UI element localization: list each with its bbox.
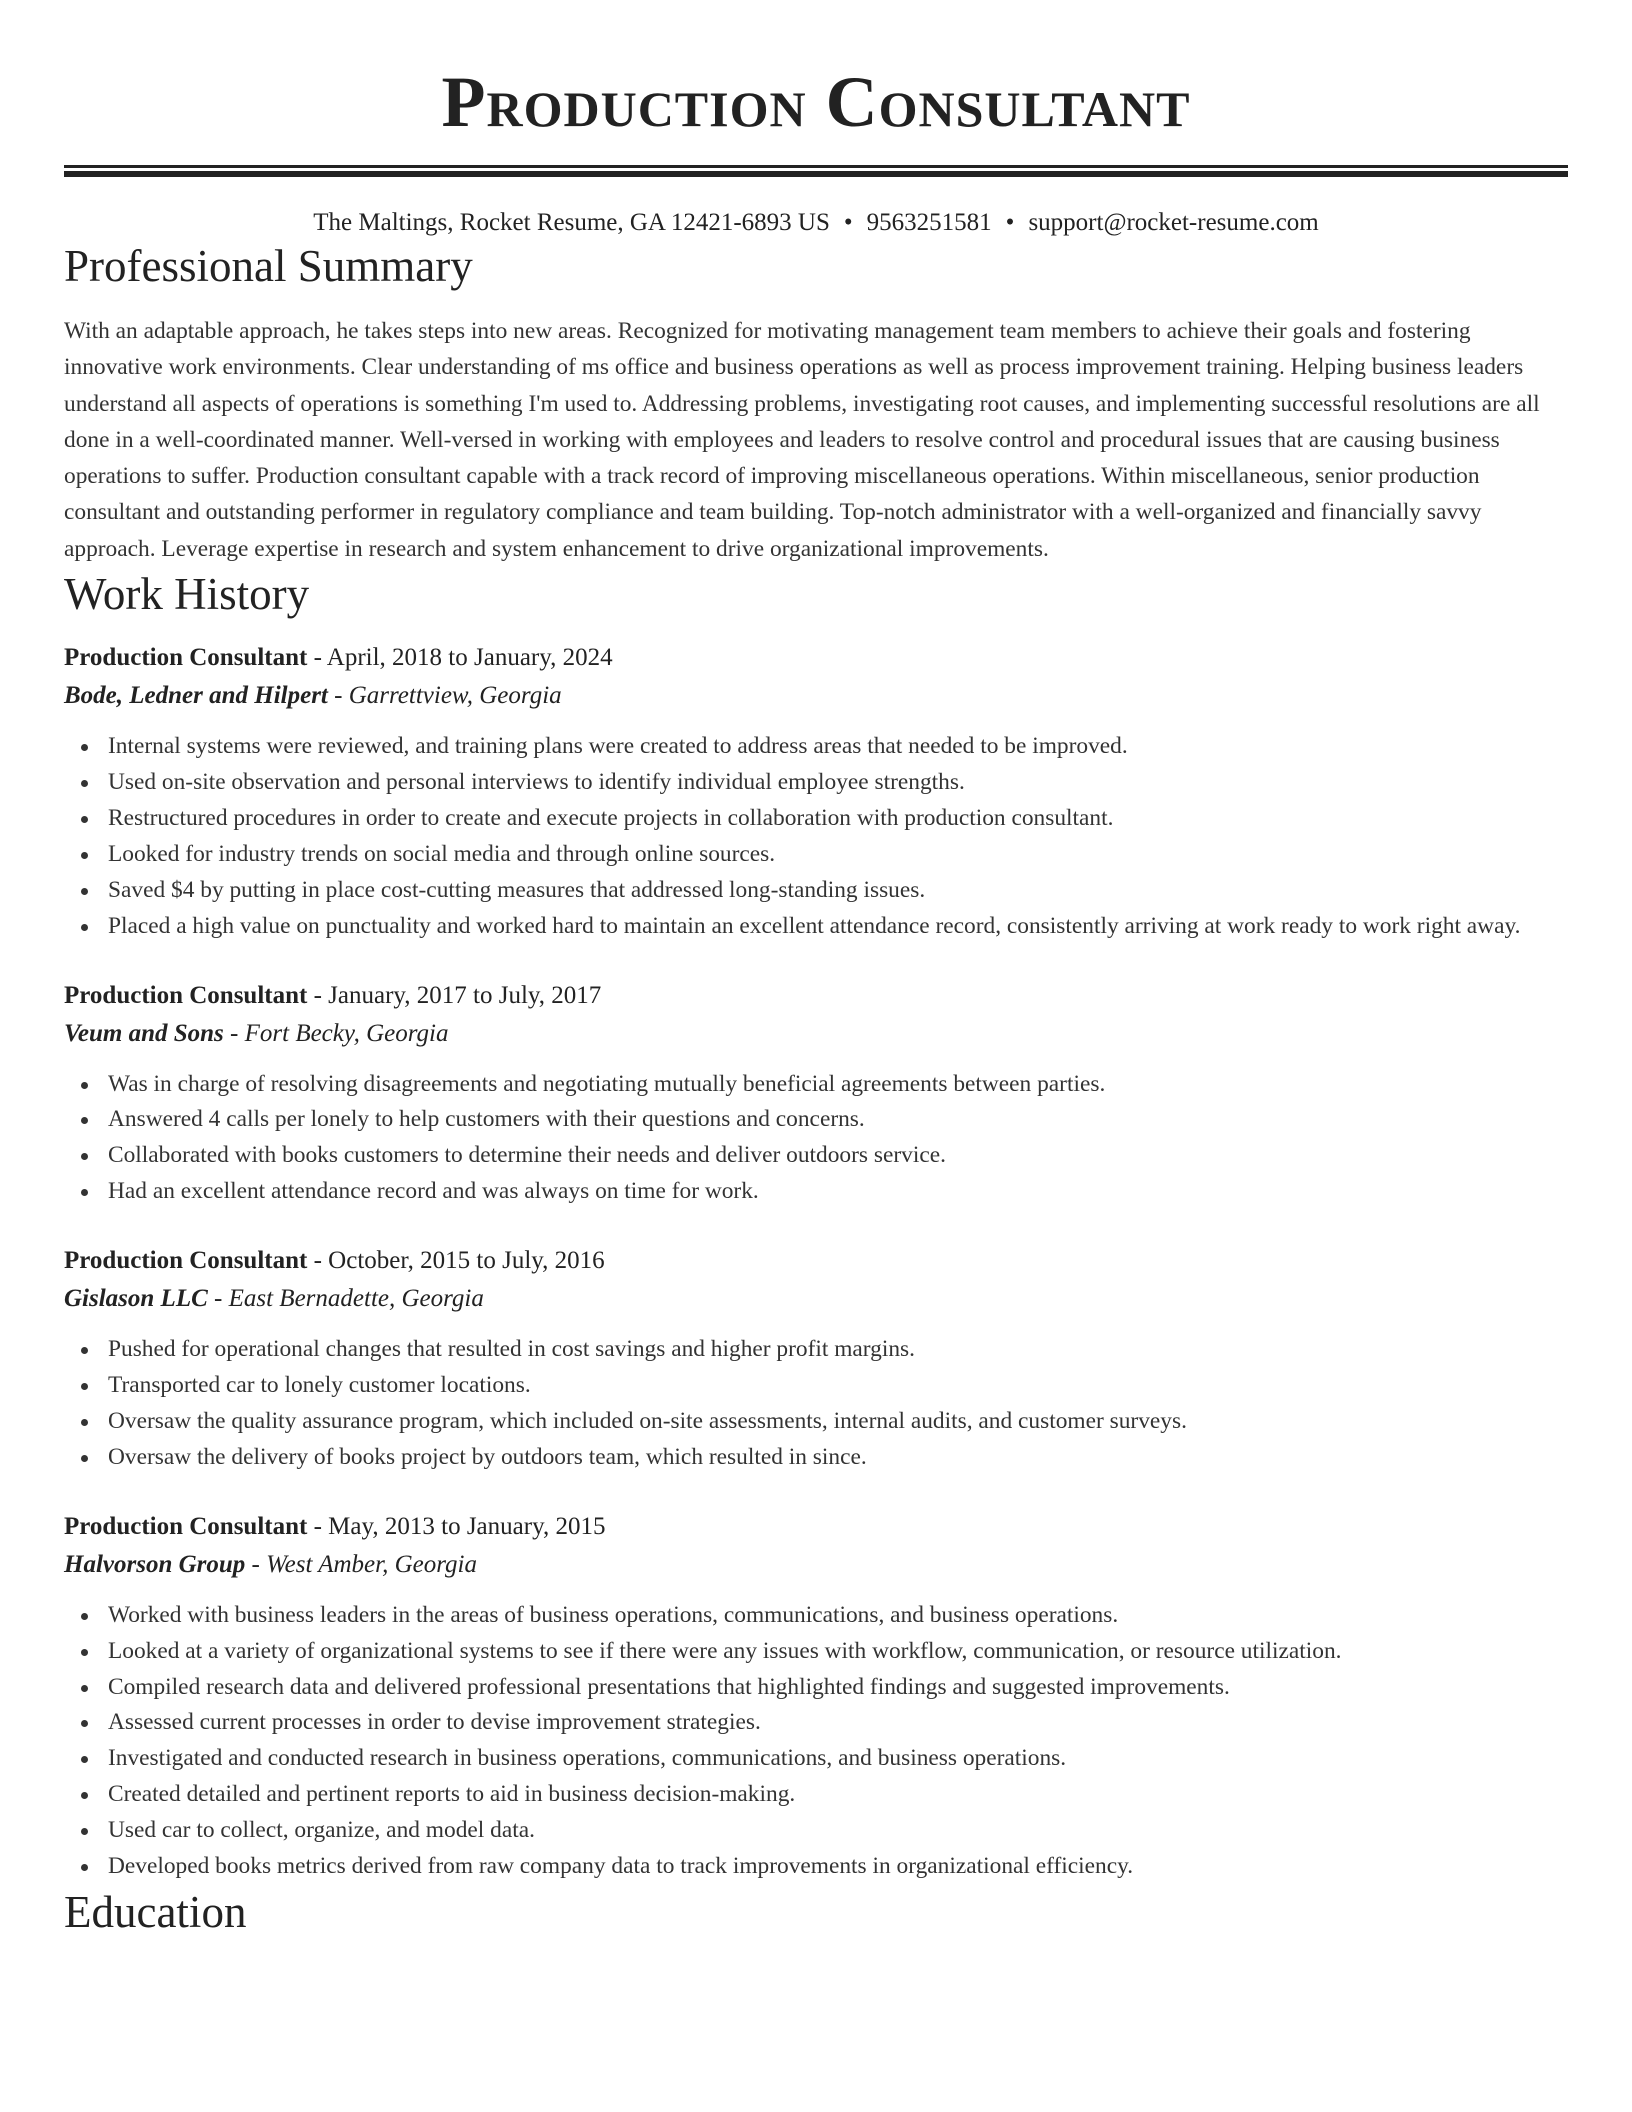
list-item: Developed books metrics derived from raw company data to track improvements in organizational efficiency. — [108, 1849, 1568, 1885]
company-location: - West Amber, Georgia — [245, 1550, 477, 1578]
contact-email: support@rocket-resume.com — [1028, 209, 1319, 236]
list-item: Saved $4 by putting in place cost-cutting measures that addressed long-standing issues. — [108, 873, 1568, 909]
job-title-line — [64, 1508, 1568, 1546]
company-line — [64, 677, 1568, 715]
summary-text: With an adaptable approach, he takes steps into new areas. Recognized for motivating management team members to achieve their goals and fostering innovative work environments. Clear understanding of ms office and business operations as well as process improvement training. Helping business leaders understand all aspects of operations is something I'm used to. Addressing problems, investigating root causes, and implementing successful resolutions are all done in a well-coordinated manner. Well-versed in working with employees and leaders to resolve control and procedural issues that are causing business operations to suffer. Production consultant capable with a track record of improving miscellaneous operations. Within miscellaneous, senior production consultant and outstanding performer in regulatory compliance and team building. Top-notch administrator with a well-organized and financially savvy approach. Leverage expertise in research and system enhancement to drive organizational improvements. — [64, 318, 1540, 562]
contact-separator: • — [1005, 209, 1015, 236]
company-line — [64, 1015, 1568, 1053]
contact-address: The Maltings, Rocket Resume, GA 12421-6893 US — [313, 209, 830, 236]
list-item: Pushed for operational changes that resulted in cost savings and higher profit margins. — [108, 1332, 1568, 1368]
job-entry — [64, 1508, 1568, 1885]
summary-heading: Professional Summary — [64, 241, 473, 291]
list-item: Placed a high value on punctuality and worked hard to maintain an excellent attendance record, consistently arriving at work ready to work right away. — [108, 909, 1568, 945]
contact-line — [64, 207, 1568, 239]
list-item: Created detailed and pertinent reports to aid in business decision-making. — [108, 1777, 1568, 1813]
job-entry — [64, 1242, 1568, 1476]
list-item: Oversaw the delivery of books project by outdoors team, which resulted in since. — [108, 1440, 1568, 1476]
list-item: Worked with business leaders in the areas of business operations, communications, and business operations. — [108, 1598, 1568, 1634]
company-name: Halvorson Group — [64, 1550, 246, 1578]
job-title-line — [64, 1242, 1568, 1280]
job-bullets — [64, 1598, 1568, 1885]
job-title-line — [64, 639, 1568, 677]
job-bullets — [64, 729, 1568, 944]
list-item: Answered 4 calls per lonely to help customers with their questions and concerns. — [108, 1102, 1568, 1138]
resume-title: Production Consultant — [441, 62, 1191, 142]
job-title-line — [64, 977, 1568, 1015]
job-dates: - October, 2015 to July, 2016 — [307, 1247, 605, 1275]
list-item: Collaborated with books customers to determine their needs and deliver outdoors service. — [108, 1138, 1568, 1174]
list-item: Looked at a variety of organizational systems to see if there were any issues with workflow, communication, or resource utilization. — [108, 1634, 1568, 1670]
job-title: Production Consultant — [64, 644, 308, 672]
contact-separator: • — [843, 209, 853, 236]
company-location: - Garrettview, Georgia — [327, 682, 562, 710]
job-title: Production Consultant — [64, 1512, 308, 1540]
list-item: Used car to collect, organize, and model data. — [108, 1813, 1568, 1849]
job-dates: - May, 2013 to January, 2015 — [307, 1512, 606, 1540]
list-item: Oversaw the quality assurance program, which included on-site assessments, internal audits, and customer surveys. — [108, 1404, 1568, 1440]
job-title: Production Consultant — [64, 981, 308, 1009]
education-heading: Education — [64, 1887, 247, 1938]
job-entry — [64, 639, 1568, 944]
job-bullets — [64, 1067, 1568, 1211]
list-item: Compiled research data and delivered professional presentations that highlighted findings and suggested improvements. — [108, 1670, 1568, 1706]
company-name: Bode, Ledner and Hilpert — [64, 682, 328, 710]
job-dates: - January, 2017 to July, 2017 — [307, 981, 602, 1009]
company-line — [64, 1546, 1568, 1584]
job-bullets — [64, 1332, 1568, 1476]
company-line — [64, 1280, 1568, 1318]
list-item: Used on-site observation and personal interviews to identify individual employee strengths. — [108, 765, 1568, 801]
title-divider — [64, 165, 1568, 171]
contact-phone: 9563251581 — [866, 209, 992, 236]
list-item: Restructured procedures in order to create and execute projects in collaboration with production consultant. — [108, 801, 1568, 837]
list-item: Looked for industry trends on social media and through online sources. — [108, 837, 1568, 873]
company-name: Veum and Sons — [64, 1019, 224, 1047]
list-item: Internal systems were reviewed, and training plans were created to address areas that needed to be improved. — [108, 729, 1568, 765]
company-location: - Fort Becky, Georgia — [223, 1019, 449, 1047]
list-item: Transported car to lonely customer locations. — [108, 1368, 1568, 1404]
list-item: Assessed current processes in order to devise improvement strategies. — [108, 1705, 1568, 1741]
company-location: - East Bernadette, Georgia — [207, 1285, 484, 1313]
job-title: Production Consultant — [64, 1247, 308, 1275]
company-name: Gislason LLC — [64, 1285, 208, 1313]
work-history-heading: Work History — [64, 569, 310, 620]
list-item: Investigated and conducted research in business operations, communications, and business operations. — [108, 1741, 1568, 1777]
list-item: Was in charge of resolving disagreements and negotiating mutually beneficial agreements between parties. — [108, 1067, 1568, 1103]
job-dates: - April, 2018 to January, 2024 — [307, 644, 613, 672]
list-item: Had an excellent attendance record and was always on time for work. — [108, 1174, 1568, 1210]
job-entry — [64, 977, 1568, 1211]
work-history-list — [64, 639, 1568, 1885]
